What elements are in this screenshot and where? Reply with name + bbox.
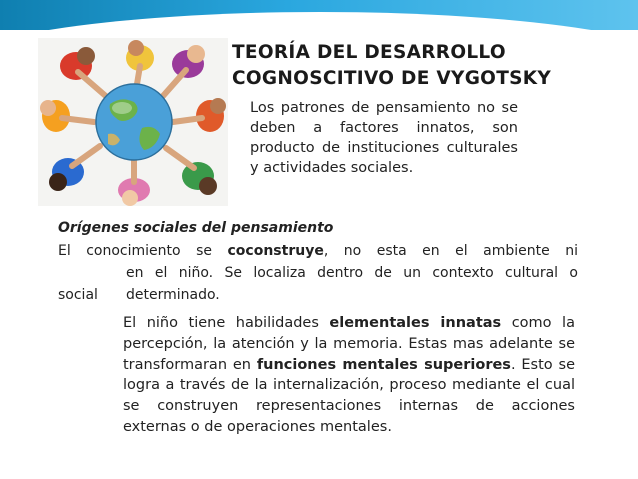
p2-keyword-funciones: funciones mentales superiores [256, 356, 511, 373]
p1-text-social: social [58, 287, 98, 303]
p1-line-3 [58, 284, 578, 306]
intro-paragraph: Los patrones de pensamiento no se deben a factores innatos, son producto de instituciones culturales y actividades sociales. [250, 100, 518, 176]
p2-text-e: . Esto se logra a través de la internalización, proceso mediante el cual se construyen representaciones internas de acciones externas o de operaciones mentales. [123, 356, 575, 435]
p1-text-a: El conocimiento se [58, 243, 228, 259]
p1-text-c: , no esta en el ambiente ni [323, 243, 578, 259]
paragraph-habilidades [123, 313, 575, 438]
p1-text-determinado: determinado. [126, 287, 220, 303]
title-line-2: COGNOSCITIVO DE VYGOTSKY [232, 68, 552, 89]
section-heading: Orígenes sociales del pensamiento [58, 220, 334, 236]
children-globe-illustration [38, 38, 228, 206]
slide-title [232, 40, 562, 92]
p1-keyword-coconstruye: coconstruye [227, 243, 324, 259]
paragraph-conocimiento [58, 240, 578, 306]
p2-text-c: como la percepción, la atención y la memoria. Estas mas adelante se transformaran en [123, 315, 575, 373]
p1-line-2: en el niño. Se localiza dentro de un contexto cultural o [126, 265, 578, 281]
header-banner [0, 0, 638, 30]
globe-icon [96, 84, 172, 160]
p2-keyword-elementales: elementales innatas [329, 315, 502, 331]
title-line-1: TEORÍA DEL DESARROLLO [232, 42, 506, 63]
p1-line-1 [58, 240, 578, 262]
children-globe-image [38, 38, 228, 206]
p2-text-a: El niño tiene habilidades [123, 315, 330, 331]
